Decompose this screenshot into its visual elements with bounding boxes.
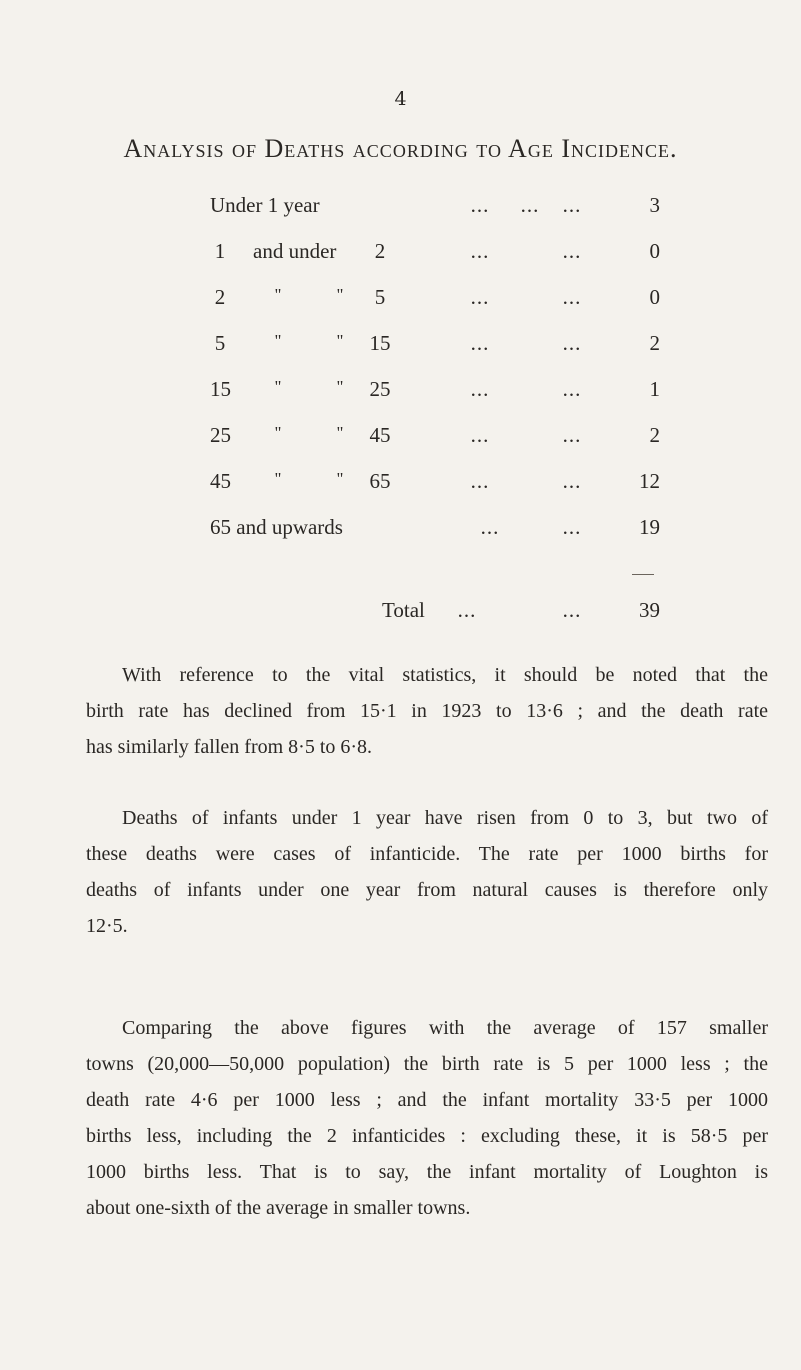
leader-dots: ... <box>562 193 582 217</box>
row-count: 2 <box>649 331 660 355</box>
table-row <box>0 515 801 547</box>
row-from: 1 <box>214 239 226 263</box>
ditto-mark: " <box>274 285 282 304</box>
row-to: 5 <box>374 285 386 309</box>
leader-dots: ... <box>470 285 490 309</box>
ditto-mark: " <box>336 377 344 396</box>
row-label: 65 and upwards <box>210 515 343 539</box>
leader-dots: ... <box>562 285 582 309</box>
text-line: death rate 4·6 per 1000 less ; and the infant mortality 33·5 per 1000 <box>86 1089 768 1111</box>
ditto-mark: " <box>336 331 344 350</box>
row-count: 0 <box>649 285 660 309</box>
text-line: deaths of infants under one year from natural causes is therefore only <box>86 879 768 901</box>
total-value: 39 <box>639 598 660 622</box>
row-to: 45 <box>369 423 391 447</box>
text-line: has similarly fallen from 8·5 to 6·8. <box>86 736 373 758</box>
ditto-mark: " <box>274 469 282 488</box>
text-line <box>86 657 768 693</box>
leader-dots: ... <box>562 239 582 263</box>
ditto-mark: " <box>336 423 344 442</box>
text-line: towns (20,000—50,000 population) the birth rate is 5 per 1000 less ; the <box>86 1053 768 1075</box>
text-line: these deaths were cases of infanticide. The rate per 1000 births for <box>86 843 768 865</box>
leader-dots: ... <box>562 377 582 401</box>
leader-dots: ... <box>457 598 477 622</box>
row-count: 19 <box>639 515 660 539</box>
table-row <box>0 193 801 225</box>
leader-dots: ... <box>562 423 582 447</box>
text-line-content: With reference to the vital statistics, it should be noted that the <box>122 664 768 686</box>
page-title: Analysis of Deaths according to Age Incidence. <box>123 134 678 163</box>
row-label: Under 1 year <box>210 193 320 217</box>
text-line: about one-sixth of the average in smaller towns. <box>86 1197 471 1219</box>
page-number: 4 <box>394 88 407 110</box>
paragraph-comparison <box>86 1010 768 1226</box>
total-row <box>0 598 801 630</box>
text-line: birth rate has declined from 15·1 in 1923 to 13·6 ; and the death rate <box>86 700 768 722</box>
text-line: 12·5. <box>86 915 128 937</box>
text-line-content: Comparing the above figures with the average of 157 smaller <box>122 1017 768 1039</box>
ditto-mark: " <box>274 423 282 442</box>
row-to: 65 <box>369 469 391 493</box>
text-line: 1000 births less. That is to say, the infant mortality of Loughton is <box>86 1161 768 1183</box>
ditto-mark: " <box>274 331 282 350</box>
table-row <box>0 377 801 409</box>
leader-dots: ... <box>470 423 490 447</box>
text-line <box>86 1010 768 1046</box>
ditto-mark: " <box>274 377 282 396</box>
total-label: Total <box>382 598 425 622</box>
total-rule <box>632 574 654 575</box>
text-line: births less, including the 2 infanticides : excluding these, it is 58·5 per <box>86 1125 768 1147</box>
leader-dots: ... <box>470 377 490 401</box>
row-from: 15 <box>210 377 231 401</box>
leader-dots: ... <box>562 331 582 355</box>
row-count: 3 <box>649 193 660 217</box>
table-row <box>0 331 801 363</box>
leader-dots: ... <box>470 469 490 493</box>
row-to: 15 <box>369 331 391 355</box>
leader-dots: ... <box>520 193 540 217</box>
row-label-mid: and under <box>253 239 337 263</box>
table-row <box>0 423 801 455</box>
leader-dots: ... <box>470 239 490 263</box>
paragraph-infant-deaths <box>86 800 768 944</box>
row-from: 45 <box>210 469 231 493</box>
table-row <box>0 239 801 271</box>
row-count: 0 <box>649 239 660 263</box>
row-count: 2 <box>649 423 660 447</box>
text-line-content: Deaths of infants under 1 year have risen from 0 to 3, but two of <box>122 807 768 829</box>
leader-dots: ... <box>470 193 490 217</box>
leader-dots: ... <box>562 469 582 493</box>
ditto-mark: " <box>336 285 344 304</box>
row-to: 25 <box>369 377 391 401</box>
text-line <box>86 800 768 836</box>
table-row <box>0 285 801 317</box>
ditto-mark: " <box>336 469 344 488</box>
row-count: 1 <box>649 377 660 401</box>
leader-dots: ... <box>480 515 500 539</box>
row-to: 2 <box>374 239 386 263</box>
row-from: 5 <box>214 331 226 355</box>
table-row <box>0 469 801 501</box>
row-count: 12 <box>639 469 660 493</box>
leader-dots: ... <box>470 331 490 355</box>
leader-dots: ... <box>562 515 582 539</box>
row-from: 2 <box>214 285 226 309</box>
paragraph-vital-statistics <box>86 657 768 765</box>
row-from: 25 <box>210 423 231 447</box>
leader-dots: ... <box>562 598 582 622</box>
